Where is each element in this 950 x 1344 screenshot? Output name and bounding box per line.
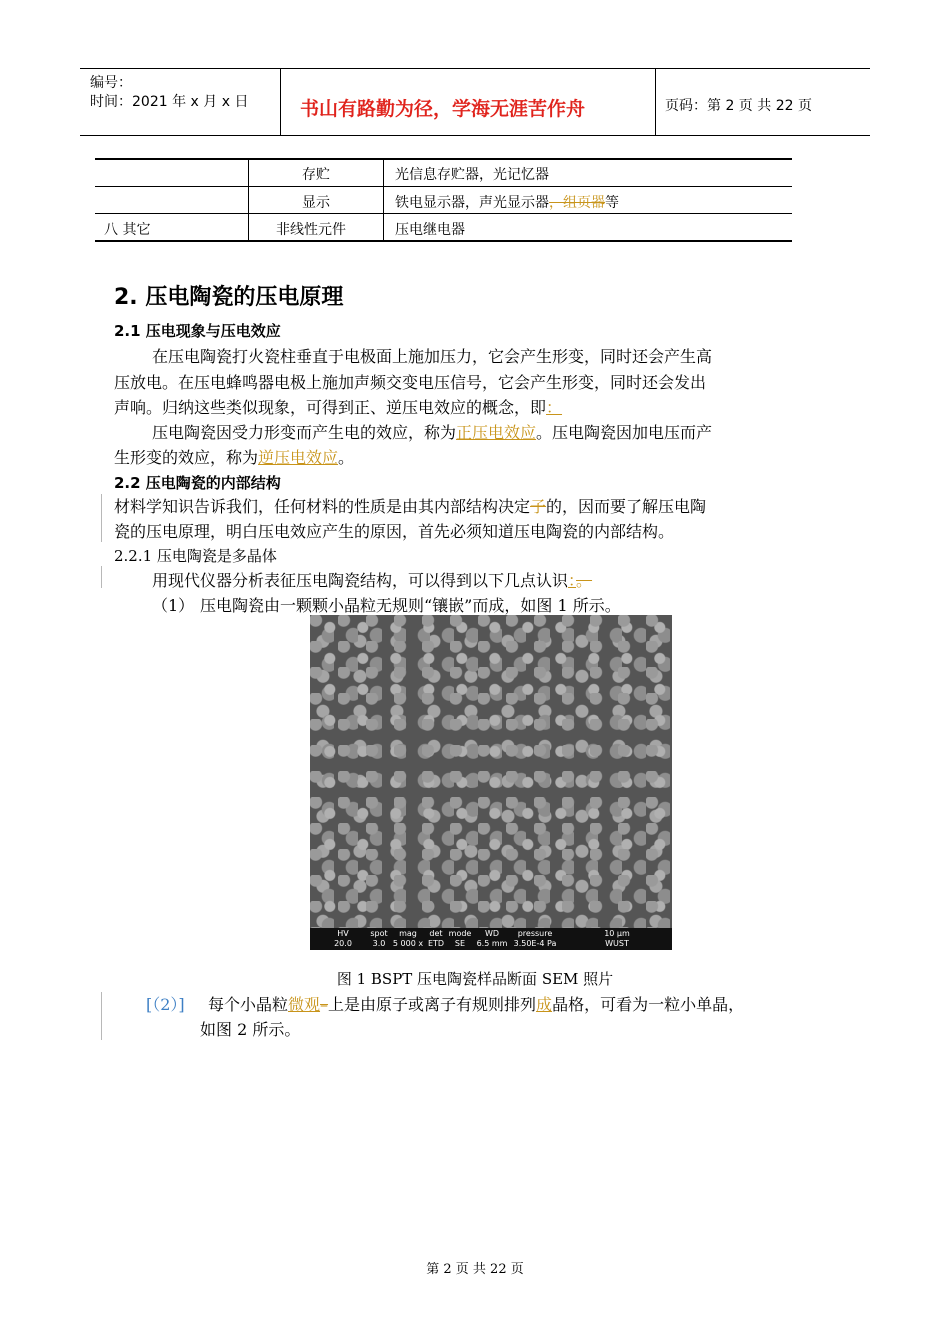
table-row-rule: [95, 186, 792, 187]
paragraph-line: 瓷的压电原理，明白压电效应产生的原因，首先必须知道压电陶瓷的内部结构。: [114, 522, 675, 541]
table-top-rule: [95, 158, 792, 160]
revision-bar: [101, 992, 102, 1040]
header-divider-right: [655, 68, 656, 135]
table-cell: 非线性元件: [276, 222, 346, 238]
paragraph-line: 压放电。在压电蜂鸣器电极上施加声频交变电压信号，它会产生形变，同时还会发出: [114, 373, 707, 392]
list-item-text: 压电陶瓷由一颗颗小晶粒无规则“镶嵌”而成，如图 1 所示。: [200, 596, 621, 615]
section-heading: 2. 压电陶瓷的压电原理: [114, 285, 344, 310]
paragraph-line: 在压电陶瓷打火瓷柱垂直于电极面上施加压力，它会产生形变，同时还会产生高: [152, 347, 713, 366]
table-cell: 八 其它: [104, 222, 151, 238]
paragraph-line: 用现代仪器分析表征压电陶瓷结构，可以得到以下几点认识：。: [152, 571, 593, 590]
paragraph-line: 生形变的效应，称为逆压电效应。: [114, 448, 355, 467]
header-divider-left: [280, 68, 281, 135]
header-number-label: 编号：: [90, 75, 132, 91]
page-footer: 第 2 页 共 22 页: [426, 1262, 524, 1277]
table-row-rule: [95, 213, 792, 214]
header-motto: 书山有路勤为径，学海无涯苦作舟: [300, 98, 586, 120]
list-item-text: 每个小晶粒微观–上是由原子或离子有规则排列成晶格，可看为一粒小单晶，: [208, 995, 745, 1014]
header-bottom-rule: [80, 135, 870, 136]
list-item-text: 如图 2 所示。: [200, 1020, 301, 1039]
list-item-number: [（2）]: [146, 995, 185, 1014]
header-page-label: 页码：第 2 页 共 22 页: [665, 98, 812, 114]
table-cell: 存贮: [302, 167, 330, 183]
table-col-divider: [248, 158, 249, 240]
list-item-number: （1）: [152, 596, 195, 615]
paragraph-line: 材料学知识告诉我们，任何材料的性质是由其内部结构决定子的，因而要了解压电陶: [114, 497, 707, 516]
subsection-heading: 2.2 压电陶瓷的内部结构: [114, 474, 281, 492]
paragraph-line: 声响。归纳这些类似现象，可得到正、逆压电效应的概念，即：: [114, 398, 563, 417]
sub-subsection-heading: 2.2.1 压电陶瓷是多晶体: [114, 547, 277, 565]
subsection-heading: 2.1 压电现象与压电效应: [114, 322, 281, 340]
header-top-rule: [80, 68, 870, 69]
revision-bar: [101, 566, 102, 588]
header-time-label: 时间：2021 年 x 月 x 日: [90, 94, 249, 110]
table-cell: 压电继电器: [395, 222, 465, 238]
paragraph-line: 压电陶瓷因受力形变而产生电的效应，称为正压电效应。压电陶瓷因加电压而产: [152, 423, 713, 442]
table-cell: 铁电显示器，声光显示器，组页器等: [395, 195, 619, 211]
table-col-divider: [383, 158, 384, 240]
figure-caption: 图 1 BSPT 压电陶瓷样品断面 SEM 照片: [336, 970, 614, 988]
table-cell: 光信息存贮器，光记忆器: [395, 167, 549, 183]
table-cell: 显示: [302, 195, 330, 211]
sem-micrograph-image: [310, 615, 672, 950]
sem-info-bar: HV 20.0 kV spot 3.0 mag 5 000 x det ETD mode SE WD 6.5 mm pressure 3.50E-4 Pa 10 μm WUST: [310, 928, 672, 950]
revision-bar: [101, 494, 102, 542]
table-bottom-rule: [95, 240, 792, 242]
